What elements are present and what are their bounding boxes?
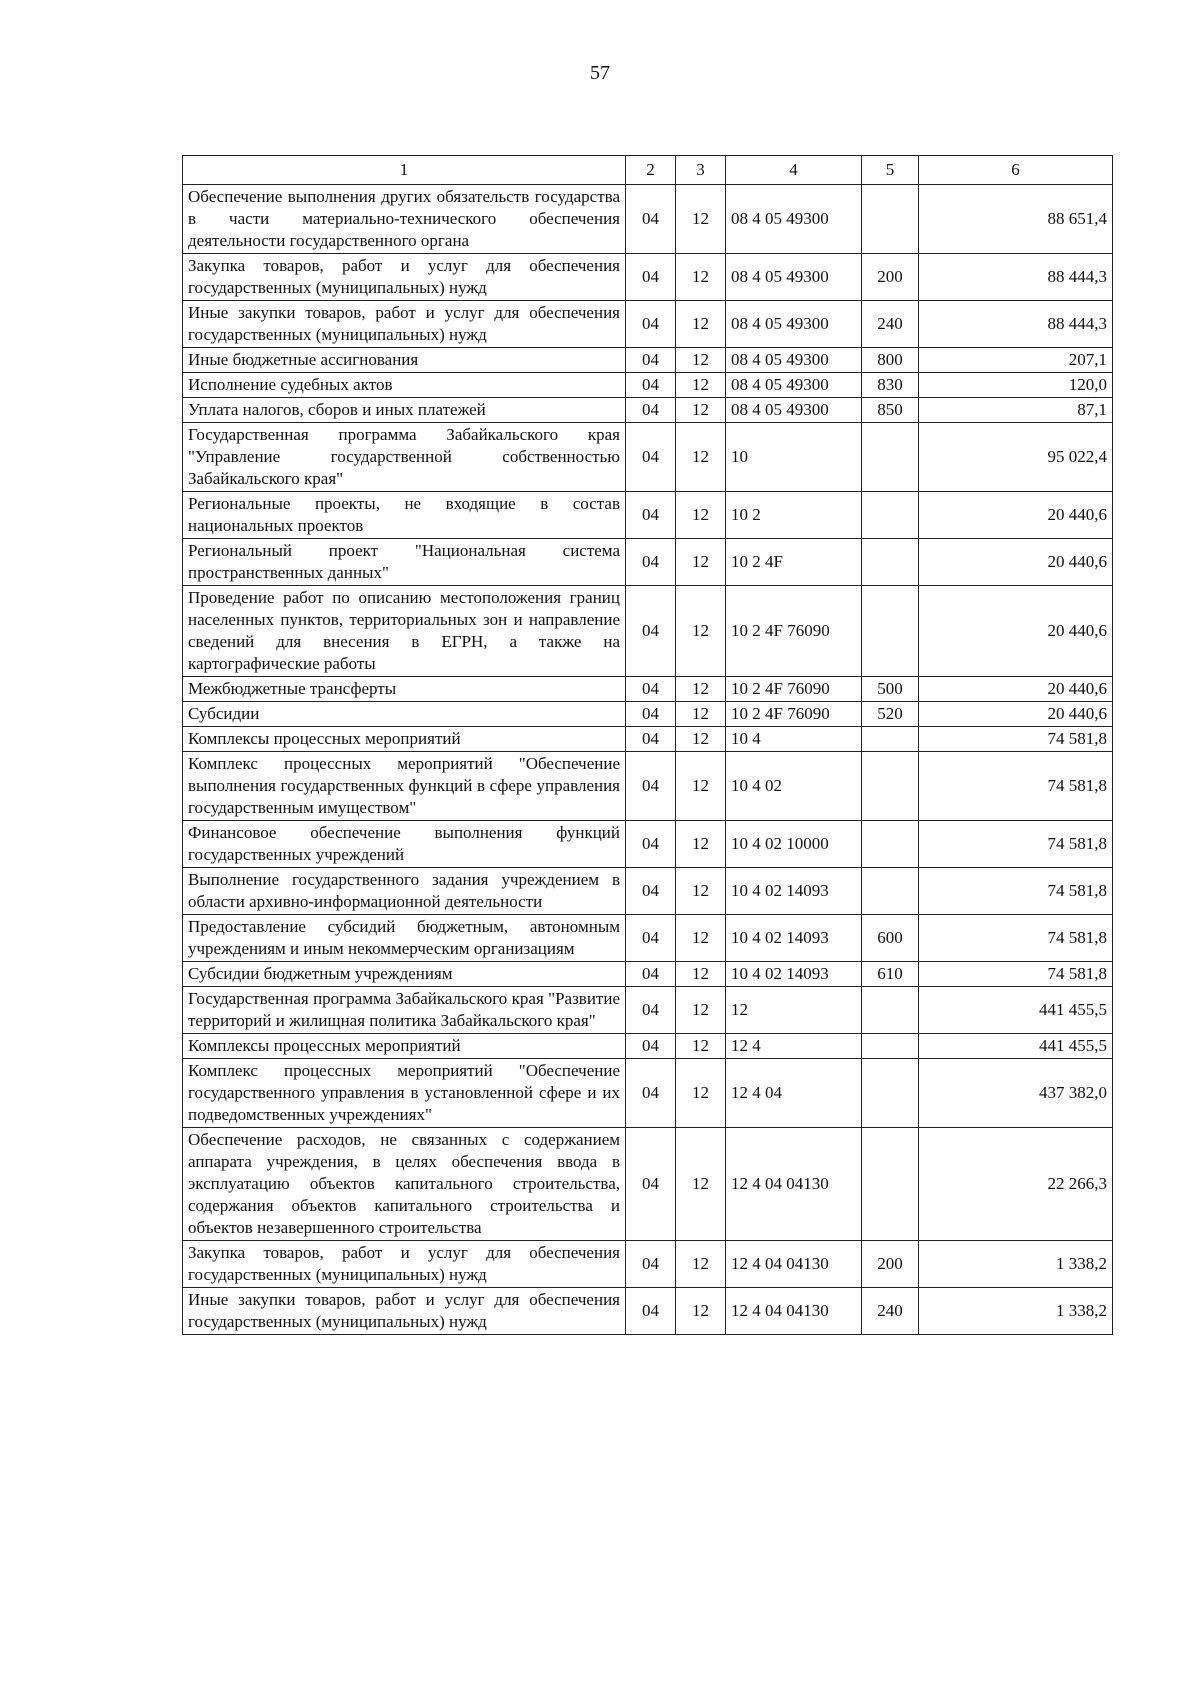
section-code-cell: 04 (626, 702, 676, 727)
amount-cell: 88 444,3 (919, 254, 1113, 301)
subsection-code-cell: 12 (676, 915, 726, 962)
table-row (183, 539, 1113, 586)
target-article-code-cell: 12 4 (726, 1034, 862, 1059)
item-name-cell: Субсидии бюджетным учреждениям (183, 962, 626, 987)
item-name-cell: Межбюджетные трансферты (183, 677, 626, 702)
amount-cell: 20 440,6 (919, 586, 1113, 677)
subsection-code-cell: 12 (676, 727, 726, 752)
table-row (183, 373, 1113, 398)
amount-cell: 437 382,0 (919, 1059, 1113, 1128)
table-row (183, 727, 1113, 752)
item-name-cell: Субсидии (183, 702, 626, 727)
subsection-code-cell: 12 (676, 987, 726, 1034)
table-row (183, 1034, 1113, 1059)
amount-cell: 1 338,2 (919, 1288, 1113, 1335)
target-article-code-cell: 12 4 04 04130 (726, 1288, 862, 1335)
amount-cell: 441 455,5 (919, 1034, 1113, 1059)
table-row (183, 492, 1113, 539)
table-row (183, 962, 1113, 987)
table-row (183, 821, 1113, 868)
expense-type-code-cell (862, 1034, 919, 1059)
expense-type-code-cell: 850 (862, 398, 919, 423)
amount-cell: 95 022,4 (919, 423, 1113, 492)
amount-cell: 207,1 (919, 348, 1113, 373)
subsection-code-cell: 12 (676, 373, 726, 398)
item-name-cell: Закупка товаров, работ и услуг для обеспечения государственных (муниципальных) нужд (183, 254, 626, 301)
column-header: 5 (862, 156, 919, 185)
item-name-cell: Государственная программа Забайкальского края "Управление государственной собственностью Забайкальского края" (183, 423, 626, 492)
section-code-cell: 04 (626, 1059, 676, 1128)
target-article-code-cell: 10 2 4F 76090 (726, 586, 862, 677)
amount-cell: 120,0 (919, 373, 1113, 398)
table-row (183, 752, 1113, 821)
expense-type-code-cell: 200 (862, 1241, 919, 1288)
subsection-code-cell: 12 (676, 1128, 726, 1241)
table-row (183, 348, 1113, 373)
subsection-code-cell: 12 (676, 423, 726, 492)
subsection-code-cell: 12 (676, 962, 726, 987)
item-name-cell: Закупка товаров, работ и услуг для обеспечения государственных (муниципальных) нужд (183, 1241, 626, 1288)
section-code-cell: 04 (626, 1241, 676, 1288)
subsection-code-cell: 12 (676, 677, 726, 702)
target-article-code-cell: 10 2 4F 76090 (726, 677, 862, 702)
target-article-code-cell: 10 4 02 10000 (726, 821, 862, 868)
table-row (183, 185, 1113, 254)
subsection-code-cell: 12 (676, 1241, 726, 1288)
column-header: 4 (726, 156, 862, 185)
item-name-cell: Выполнение государственного задания учреждением в области архивно-информационной деятельности (183, 868, 626, 915)
amount-cell: 22 266,3 (919, 1128, 1113, 1241)
item-name-cell: Региональный проект "Национальная система пространственных данных" (183, 539, 626, 586)
item-name-cell: Иные бюджетные ассигнования (183, 348, 626, 373)
expense-type-code-cell (862, 1059, 919, 1128)
expense-type-code-cell (862, 727, 919, 752)
item-name-cell: Обеспечение выполнения других обязательств государства в части материально-технического обеспечения деятельности государственного органа (183, 185, 626, 254)
target-article-code-cell: 12 (726, 987, 862, 1034)
amount-cell: 74 581,8 (919, 752, 1113, 821)
column-header: 1 (183, 156, 626, 185)
amount-cell: 88 651,4 (919, 185, 1113, 254)
amount-cell: 20 440,6 (919, 702, 1113, 727)
amount-cell: 88 444,3 (919, 301, 1113, 348)
item-name-cell: Уплата налогов, сборов и иных платежей (183, 398, 626, 423)
item-name-cell: Иные закупки товаров, работ и услуг для обеспечения государственных (муниципальных) нужд (183, 1288, 626, 1335)
column-header: 2 (626, 156, 676, 185)
expense-type-code-cell (862, 987, 919, 1034)
section-code-cell: 04 (626, 1288, 676, 1335)
target-article-code-cell: 10 4 02 (726, 752, 862, 821)
table-body (183, 185, 1113, 1335)
subsection-code-cell: 12 (676, 586, 726, 677)
expense-type-code-cell (862, 752, 919, 821)
target-article-code-cell: 08 4 05 49300 (726, 185, 862, 254)
table-row (183, 586, 1113, 677)
section-code-cell: 04 (626, 398, 676, 423)
target-article-code-cell: 08 4 05 49300 (726, 348, 862, 373)
table-row (183, 398, 1113, 423)
target-article-code-cell: 10 2 (726, 492, 862, 539)
section-code-cell: 04 (626, 185, 676, 254)
subsection-code-cell: 12 (676, 185, 726, 254)
item-name-cell: Комплексы процессных мероприятий (183, 727, 626, 752)
section-code-cell: 04 (626, 1128, 676, 1241)
expense-type-code-cell: 800 (862, 348, 919, 373)
expense-type-code-cell (862, 1128, 919, 1241)
item-name-cell: Региональные проекты, не входящие в состав национальных проектов (183, 492, 626, 539)
item-name-cell: Обеспечение расходов, не связанных с содержанием аппарата учреждения, в целях обеспечения ввода в эксплуатацию объектов капитального строительства, содержания объектов капитального строительства и объектов незавершенного строительства (183, 1128, 626, 1241)
table-row (183, 254, 1113, 301)
subsection-code-cell: 12 (676, 398, 726, 423)
target-article-code-cell: 10 4 02 14093 (726, 915, 862, 962)
target-article-code-cell: 10 4 02 14093 (726, 868, 862, 915)
expense-type-code-cell: 520 (862, 702, 919, 727)
item-name-cell: Предоставление субсидий бюджетным, автономным учреждениям и иным некоммерческим организациям (183, 915, 626, 962)
amount-cell: 20 440,6 (919, 677, 1113, 702)
table-row (183, 1288, 1113, 1335)
target-article-code-cell: 12 4 04 (726, 1059, 862, 1128)
table-row (183, 423, 1113, 492)
section-code-cell: 04 (626, 868, 676, 915)
target-article-code-cell: 08 4 05 49300 (726, 373, 862, 398)
target-article-code-cell: 10 (726, 423, 862, 492)
expense-type-code-cell: 610 (862, 962, 919, 987)
expense-type-code-cell: 600 (862, 915, 919, 962)
section-code-cell: 04 (626, 752, 676, 821)
section-code-cell: 04 (626, 586, 676, 677)
section-code-cell: 04 (626, 727, 676, 752)
section-code-cell: 04 (626, 539, 676, 586)
expense-type-code-cell (862, 586, 919, 677)
expense-type-code-cell: 240 (862, 301, 919, 348)
amount-cell: 1 338,2 (919, 1241, 1113, 1288)
target-article-code-cell: 10 2 4F 76090 (726, 702, 862, 727)
budget-table (182, 155, 1113, 1335)
amount-cell: 74 581,8 (919, 868, 1113, 915)
subsection-code-cell: 12 (676, 868, 726, 915)
expense-type-code-cell: 500 (862, 677, 919, 702)
subsection-code-cell: 12 (676, 1059, 726, 1128)
column-header: 6 (919, 156, 1113, 185)
expense-type-code-cell: 200 (862, 254, 919, 301)
item-name-cell: Проведение работ по описанию местоположения границ населенных пунктов, территориальных зон и направление сведений для внесения в ЕГРН, а также на картографические работы (183, 586, 626, 677)
target-article-code-cell: 10 4 02 14093 (726, 962, 862, 987)
section-code-cell: 04 (626, 492, 676, 539)
subsection-code-cell: 12 (676, 254, 726, 301)
table-row (183, 702, 1113, 727)
amount-cell: 74 581,8 (919, 821, 1113, 868)
header-row (183, 156, 1113, 185)
expense-type-code-cell (862, 868, 919, 915)
amount-cell: 20 440,6 (919, 539, 1113, 586)
amount-cell: 441 455,5 (919, 987, 1113, 1034)
table-row (183, 1241, 1113, 1288)
section-code-cell: 04 (626, 821, 676, 868)
item-name-cell: Комплекс процессных мероприятий "Обеспечение государственного управления в установленной сфере и их подведомственных учреждениях" (183, 1059, 626, 1128)
expense-type-code-cell (862, 185, 919, 254)
table-row (183, 915, 1113, 962)
subsection-code-cell: 12 (676, 348, 726, 373)
table-row (183, 868, 1113, 915)
item-name-cell: Иные закупки товаров, работ и услуг для обеспечения государственных (муниципальных) нужд (183, 301, 626, 348)
item-name-cell: Государственная программа Забайкальского края "Развитие территорий и жилищная политика Забайкальского края" (183, 987, 626, 1034)
table-row (183, 1059, 1113, 1128)
expense-type-code-cell: 240 (862, 1288, 919, 1335)
section-code-cell: 04 (626, 423, 676, 492)
amount-cell: 87,1 (919, 398, 1113, 423)
subsection-code-cell: 12 (676, 1034, 726, 1059)
target-article-code-cell: 08 4 05 49300 (726, 398, 862, 423)
item-name-cell: Исполнение судебных актов (183, 373, 626, 398)
target-article-code-cell: 10 2 4F (726, 539, 862, 586)
section-code-cell: 04 (626, 301, 676, 348)
amount-cell: 20 440,6 (919, 492, 1113, 539)
section-code-cell: 04 (626, 677, 676, 702)
subsection-code-cell: 12 (676, 492, 726, 539)
section-code-cell: 04 (626, 915, 676, 962)
target-article-code-cell: 12 4 04 04130 (726, 1128, 862, 1241)
table-row (183, 987, 1113, 1034)
expense-type-code-cell (862, 423, 919, 492)
subsection-code-cell: 12 (676, 702, 726, 727)
expense-type-code-cell (862, 539, 919, 586)
amount-cell: 74 581,8 (919, 727, 1113, 752)
subsection-code-cell: 12 (676, 301, 726, 348)
subsection-code-cell: 12 (676, 539, 726, 586)
expense-type-code-cell (862, 492, 919, 539)
target-article-code-cell: 08 4 05 49300 (726, 301, 862, 348)
section-code-cell: 04 (626, 348, 676, 373)
section-code-cell: 04 (626, 254, 676, 301)
section-code-cell: 04 (626, 1034, 676, 1059)
column-header: 3 (676, 156, 726, 185)
target-article-code-cell: 08 4 05 49300 (726, 254, 862, 301)
section-code-cell: 04 (626, 373, 676, 398)
amount-cell: 74 581,8 (919, 962, 1113, 987)
expense-type-code-cell (862, 821, 919, 868)
section-code-cell: 04 (626, 987, 676, 1034)
item-name-cell: Финансовое обеспечение выполнения функций государственных учреждений (183, 821, 626, 868)
item-name-cell: Комплексы процессных мероприятий (183, 1034, 626, 1059)
target-article-code-cell: 12 4 04 04130 (726, 1241, 862, 1288)
table-row (183, 677, 1113, 702)
expense-type-code-cell: 830 (862, 373, 919, 398)
item-name-cell: Комплекс процессных мероприятий "Обеспечение выполнения государственных функций в сфере управления государственным имуществом" (183, 752, 626, 821)
section-code-cell: 04 (626, 962, 676, 987)
subsection-code-cell: 12 (676, 821, 726, 868)
table-row (183, 1128, 1113, 1241)
table-row (183, 301, 1113, 348)
page-number: 57 (590, 62, 610, 84)
subsection-code-cell: 12 (676, 1288, 726, 1335)
subsection-code-cell: 12 (676, 752, 726, 821)
target-article-code-cell: 10 4 (726, 727, 862, 752)
amount-cell: 74 581,8 (919, 915, 1113, 962)
